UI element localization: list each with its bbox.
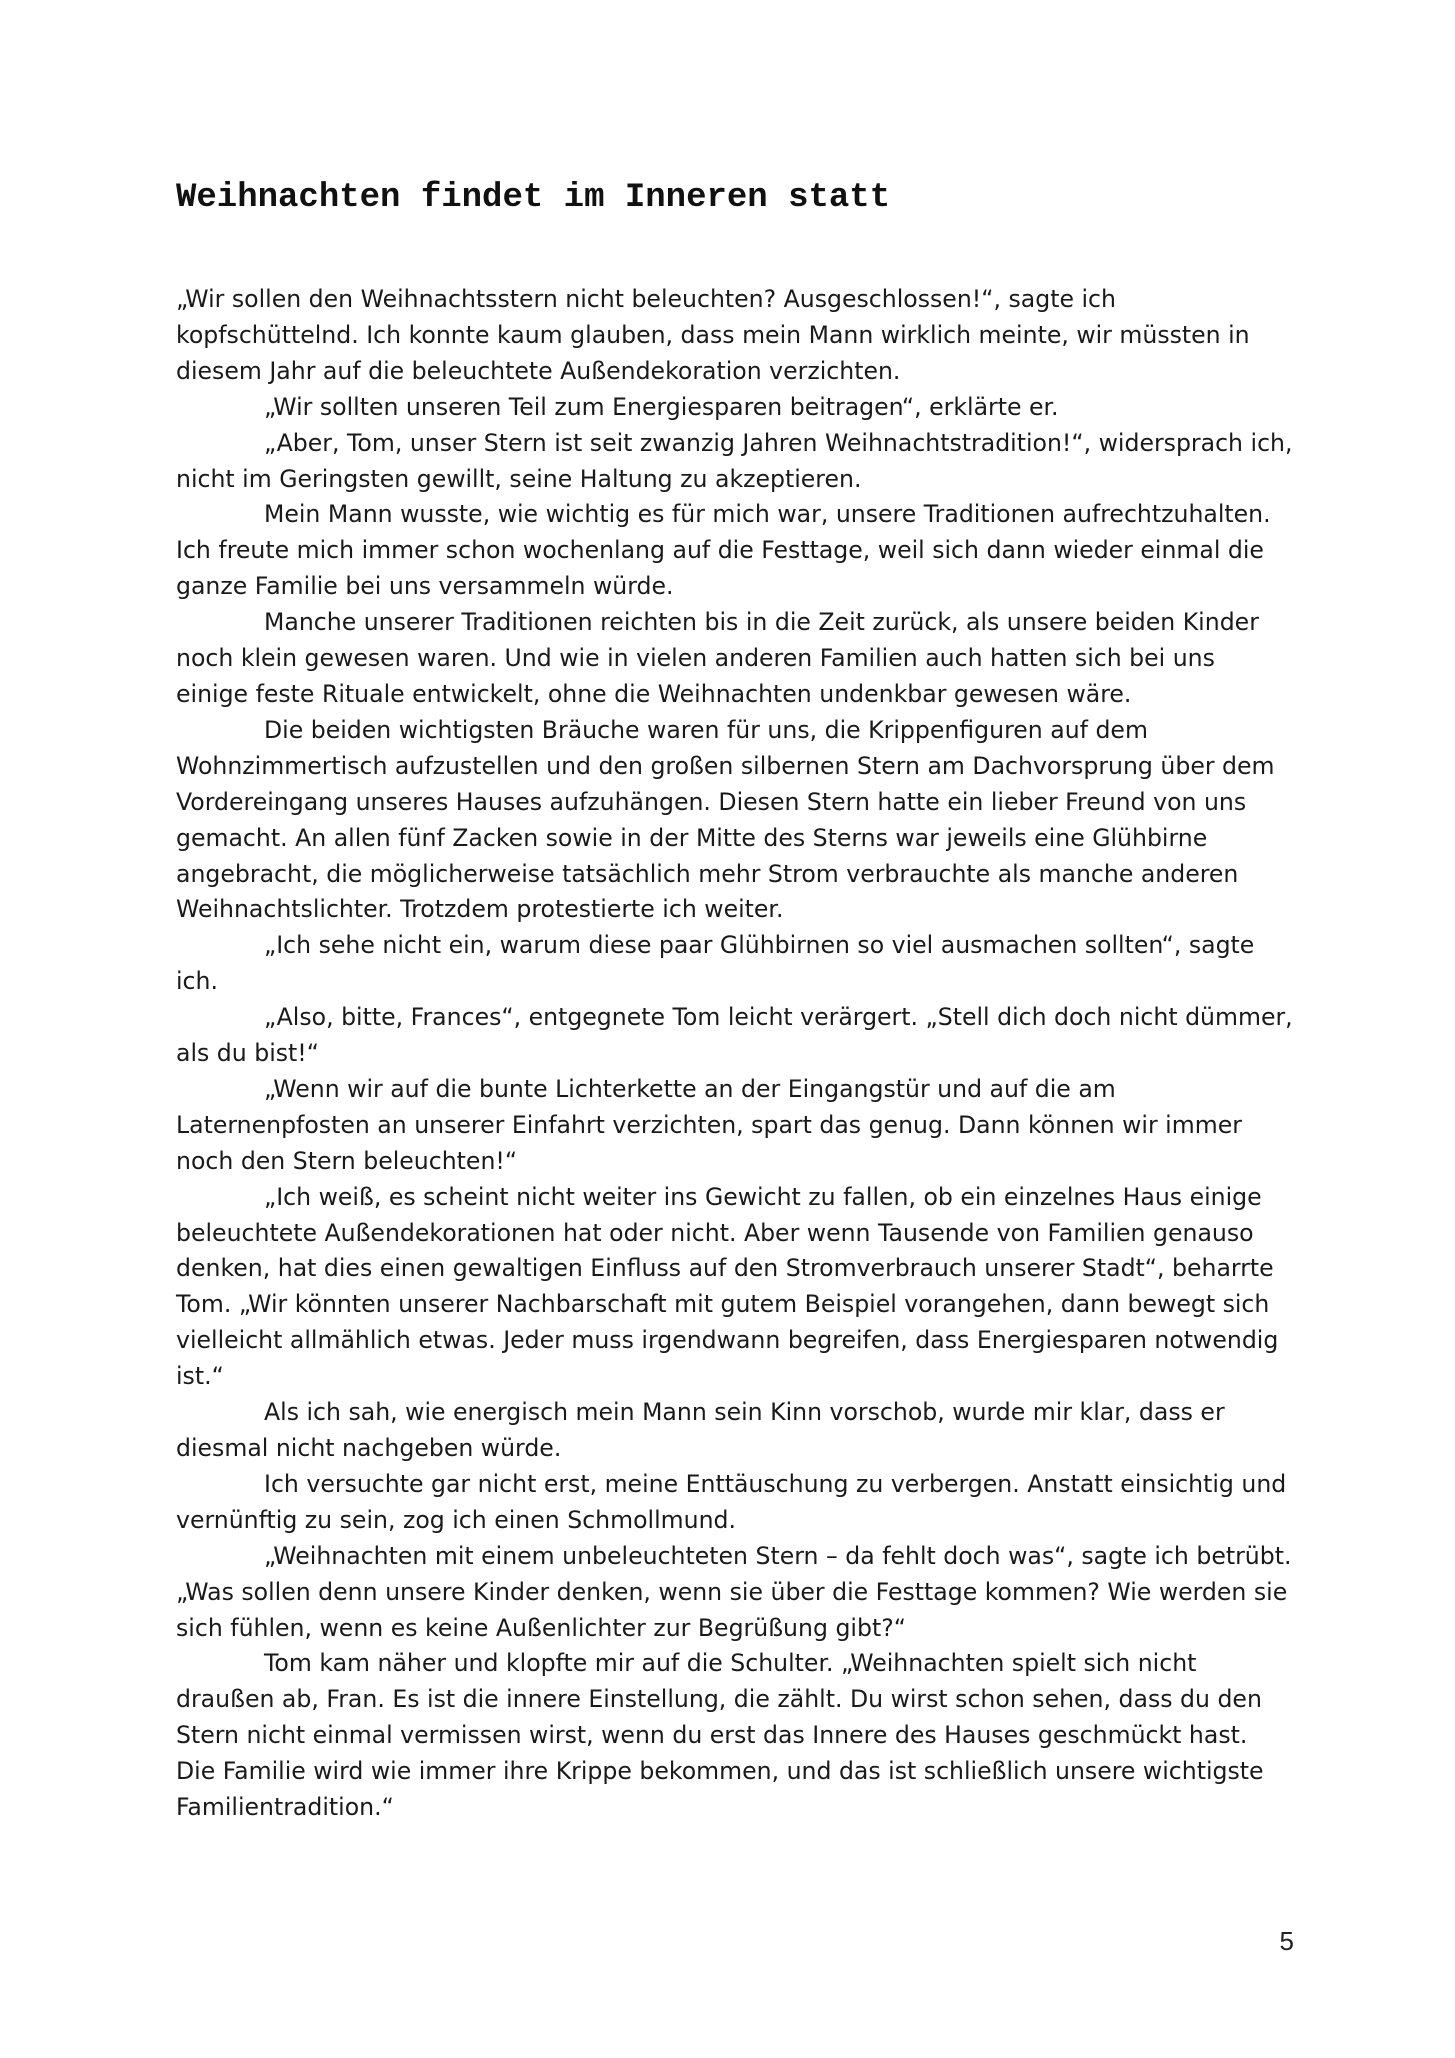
- page-number: 5: [1279, 1926, 1294, 1956]
- paragraph: „Wir sollten unseren Teil zum Energiesparen beitragen“, erklärte er.: [264, 392, 1059, 421]
- paragraph: Tom kam näher und klopfte mir auf die Schulter. „Weihnachten spielt sich nicht draußen ab, Fran. Es ist die innere Einstellung, die zählt. Du wirst schon sehen, dass du den Stern nicht einmal vermissen wirst, wenn du erst das Innere des Hauses geschmückt hast. Die Familie wird wie immer ihre Krippe bekommen, und das ist schließlich unsere wichtigste Familientradition.“: [176, 1649, 1264, 1822]
- paragraph: „Ich sehe nicht ein, warum diese paar Glühbirnen so viel ausmachen sollten“, sagte ich.: [176, 931, 1255, 996]
- body-text: [176, 282, 1294, 1826]
- paragraph: Ich versuchte gar nicht erst, meine Enttäuschung zu verbergen. Anstatt einsichtig und vernünftig zu sein, zog ich einen Schmollmund.: [176, 1469, 1287, 1534]
- paragraph: „Wir sollen den Weihnachtsstern nicht beleuchten? Ausgeschlossen!“, sagte ich kopfschüttelnd. Ich konnte kaum glauben, dass mein Mann wirklich meinte, wir müssten in diesem Jahr auf die beleuchtete Außendekoration verzichten.: [176, 285, 1250, 385]
- paragraph: Mein Mann wusste, wie wichtig es für mich war, unsere Traditionen aufrechtzuhalten. Ich freute mich immer schon wochenlang auf die Festtage, weil sich dann wieder einmal die ganze Familie bei uns versammeln würde.: [176, 500, 1271, 601]
- paragraph: „Also, bitte, Frances“, entgegnete Tom leicht verärgert. „Stell dich doch nicht dümmer, als du bist!“: [176, 1003, 1293, 1068]
- paragraph: Als ich sah, wie energisch mein Mann sein Kinn vorschob, wurde mir klar, dass er diesmal nicht nachgeben würde.: [176, 1398, 1225, 1462]
- paragraph: „Ich weiß, es scheint nicht weiter ins Gewicht zu fallen, ob ein einzelnes Haus einige beleuchtete Außendekorationen hat oder nicht. Aber wenn Tausende von Familien genauso denken, hat dies einen gewaltigen Einfluss auf den Stromverbrauch unserer Stadt“, beharrte Tom. „Wir könnten unserer Nachbarschaft mit gutem Beispiel vorangehen, dann bewegt sich vielleicht allmählich etwas. Jeder muss irgendwann begreifen, dass Energiesparen notwendig ist.“: [176, 1182, 1279, 1391]
- paragraph: „Weihnachten mit einem unbeleuchteten Stern – da fehlt doch was“, sagte ich betrübt. „Was sollen denn unsere Kinder denken, wenn sie über die Festtage kommen? Wie werden sie sich fühlen, wenn es keine Außenlichter zur Begrüßung gibt?“: [176, 1541, 1292, 1642]
- paragraph: Die beiden wichtigsten Bräuche waren für uns, die Krippenfiguren auf dem Wohnzimmertisch aufzustellen und den großen silbernen Stern am Dachvorsprung über dem Vordereingang unseres Hauses aufzuhängen. Diesen Stern hatte ein lieber Freund von uns gemacht. An allen fünf Zacken sowie in der Mitte des Sterns war jeweils eine Glühbirne angebracht, die möglicherweise tatsächlich mehr Strom verbrauchte als manche anderen Weihnachtslichter. Trotzdem protestierte ich weiter.: [176, 715, 1275, 924]
- paragraph: „Aber, Tom, unser Stern ist seit zwanzig Jahren Weihnachtstradition!“, widersprach ich, nicht im Geringsten gewillt, seine Haltung zu akzeptieren.: [176, 428, 1293, 493]
- paragraph: Manche unserer Traditionen reichten bis in die Zeit zurück, als unsere beiden Kinder noch klein gewesen waren. Und wie in vielen anderen Familien auch hatten sich bei uns einige feste Rituale entwickelt, ohne die Weihnachten undenkbar gewesen wäre.: [176, 608, 1259, 708]
- page-title: Weihnachten findet im Inneren statt: [176, 179, 891, 217]
- paragraph: „Wenn wir auf die bunte Lichterkette an der Eingangstür und auf die am Laternenpfosten an unserer Einfahrt verzichten, spart das genug. Dann können wir immer noch den Stern beleuchten!“: [176, 1074, 1242, 1175]
